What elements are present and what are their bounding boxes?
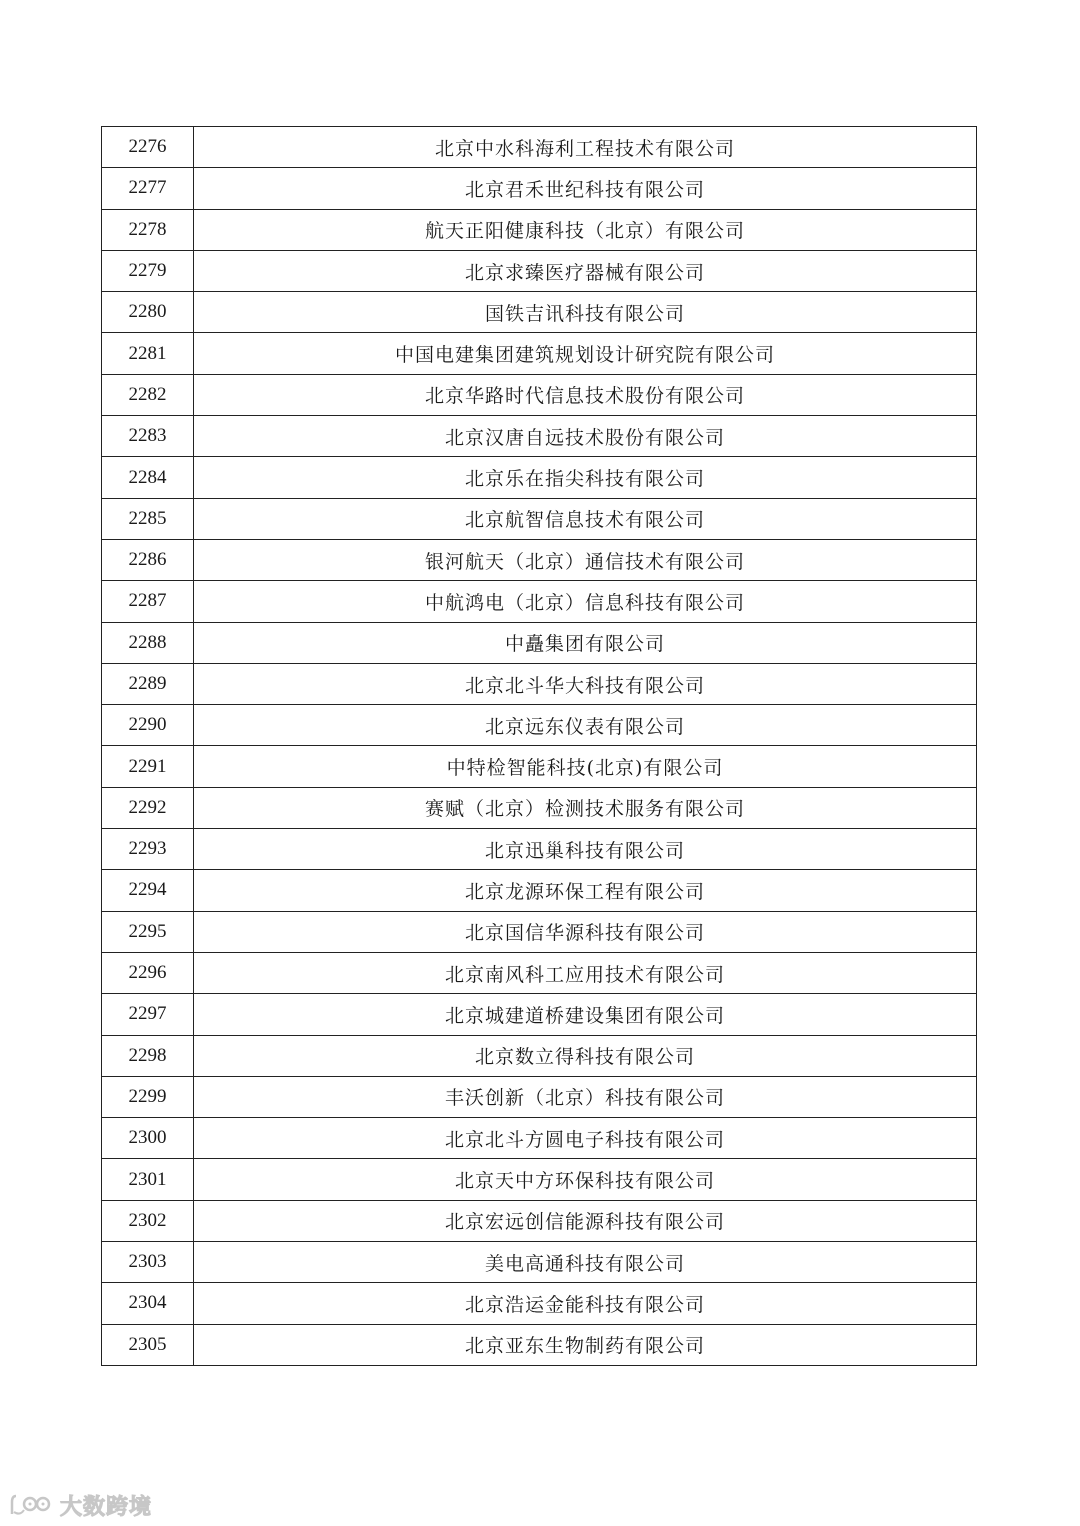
company-name: 中航鸿电（北京）信息科技有限公司	[194, 581, 977, 622]
row-number: 2279	[102, 250, 194, 291]
row-number: 2301	[102, 1159, 194, 1200]
table-row	[102, 1283, 977, 1324]
row-number: 2281	[102, 333, 194, 374]
watermark-text: 大数跨境	[60, 1494, 153, 1520]
row-number: 2305	[102, 1324, 194, 1365]
row-number: 2285	[102, 498, 194, 539]
table-row	[102, 622, 977, 663]
table-row	[102, 292, 977, 333]
company-name: 北京航智信息技术有限公司	[194, 498, 977, 539]
row-number: 2282	[102, 374, 194, 415]
row-number: 2298	[102, 1035, 194, 1076]
row-number: 2292	[102, 787, 194, 828]
company-name: 北京中水科海利工程技术有限公司	[194, 127, 977, 168]
company-name: 赛赋（北京）检测技术服务有限公司	[194, 787, 977, 828]
company-name: 美电高通科技有限公司	[194, 1242, 977, 1283]
table-row	[102, 746, 977, 787]
row-number: 2303	[102, 1242, 194, 1283]
table-row	[102, 539, 977, 580]
table-row	[102, 1159, 977, 1200]
company-name: 丰沃创新（北京）科技有限公司	[194, 1076, 977, 1117]
row-number: 2286	[102, 539, 194, 580]
row-number: 2300	[102, 1118, 194, 1159]
company-name: 北京国信华源科技有限公司	[194, 911, 977, 952]
company-name: 北京汉唐自远技术股份有限公司	[194, 416, 977, 457]
company-name: 北京天中方环保科技有限公司	[194, 1159, 977, 1200]
row-number: 2276	[102, 127, 194, 168]
table-row	[102, 374, 977, 415]
table-row	[102, 416, 977, 457]
company-name: 北京北斗华大科技有限公司	[194, 663, 977, 704]
company-name: 中特检智能科技(北京)有限公司	[194, 746, 977, 787]
company-name: 北京求臻医疗器械有限公司	[194, 250, 977, 291]
table-row	[102, 333, 977, 374]
company-name: 北京北斗方圆电子科技有限公司	[194, 1118, 977, 1159]
row-number: 2297	[102, 994, 194, 1035]
company-table-body	[102, 127, 977, 1366]
table-row	[102, 1118, 977, 1159]
company-name: 北京亚东生物制药有限公司	[194, 1324, 977, 1365]
table-row	[102, 581, 977, 622]
row-number: 2277	[102, 168, 194, 209]
row-number: 2294	[102, 870, 194, 911]
table-row	[102, 498, 977, 539]
company-name: 北京数立得科技有限公司	[194, 1035, 977, 1076]
row-number: 2295	[102, 911, 194, 952]
company-name: 中国电建集团建筑规划设计研究院有限公司	[194, 333, 977, 374]
table-row	[102, 1035, 977, 1076]
company-name: 中矗集团有限公司	[194, 622, 977, 663]
row-number: 2284	[102, 457, 194, 498]
company-name: 北京远东仪表有限公司	[194, 705, 977, 746]
row-number: 2299	[102, 1076, 194, 1117]
table-row	[102, 705, 977, 746]
company-name: 北京迅巢科技有限公司	[194, 829, 977, 870]
table-row	[102, 1242, 977, 1283]
company-name: 北京城建道桥建设集团有限公司	[194, 994, 977, 1035]
table-row	[102, 994, 977, 1035]
company-name: 北京宏远创信能源科技有限公司	[194, 1200, 977, 1241]
table-row	[102, 911, 977, 952]
table-row	[102, 168, 977, 209]
table-row	[102, 457, 977, 498]
row-number: 2291	[102, 746, 194, 787]
row-number: 2287	[102, 581, 194, 622]
company-name: 北京君禾世纪科技有限公司	[194, 168, 977, 209]
table-row	[102, 250, 977, 291]
company-name: 银河航天（北京）通信技术有限公司	[194, 539, 977, 580]
table-row	[102, 1076, 977, 1117]
row-number: 2283	[102, 416, 194, 457]
row-number: 2290	[102, 705, 194, 746]
company-name: 航天正阳健康科技（北京）有限公司	[194, 209, 977, 250]
company-name: 北京龙源环保工程有限公司	[194, 870, 977, 911]
table-row	[102, 829, 977, 870]
table-row	[102, 787, 977, 828]
row-number: 2296	[102, 952, 194, 993]
table-row	[102, 870, 977, 911]
table-row	[102, 1324, 977, 1365]
table-row	[102, 952, 977, 993]
row-number: 2302	[102, 1200, 194, 1241]
company-name: 国铁吉讯科技有限公司	[194, 292, 977, 333]
watermark	[10, 1488, 152, 1522]
row-number: 2289	[102, 663, 194, 704]
wechat-logo-icon	[10, 1492, 54, 1518]
table-row	[102, 209, 977, 250]
row-number: 2304	[102, 1283, 194, 1324]
row-number: 2278	[102, 209, 194, 250]
table-row	[102, 127, 977, 168]
row-number: 2293	[102, 829, 194, 870]
table-row	[102, 663, 977, 704]
row-number: 2280	[102, 292, 194, 333]
table-row	[102, 1200, 977, 1241]
row-number: 2288	[102, 622, 194, 663]
company-name: 北京南风科工应用技术有限公司	[194, 952, 977, 993]
company-name: 北京乐在指尖科技有限公司	[194, 457, 977, 498]
company-name: 北京浩运金能科技有限公司	[194, 1283, 977, 1324]
company-table	[101, 126, 977, 1366]
company-name: 北京华路时代信息技术股份有限公司	[194, 374, 977, 415]
